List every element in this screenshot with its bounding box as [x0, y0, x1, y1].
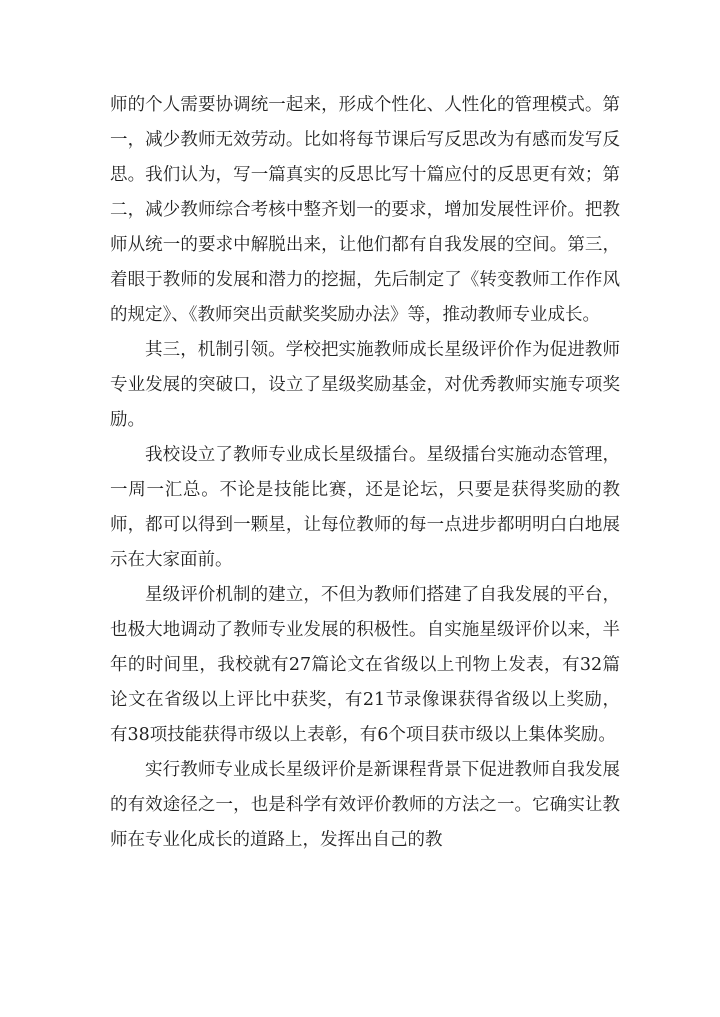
document-body	[110, 88, 620, 858]
paragraph-results: 星级评价机制的建立，不但为教师们搭建了自我发展的平台，也极大地调动了教师专业发展的积极性。自实施星级评价以来，半年的时间里，我校就有27篇论文在省级以上刊物上发表，有32篇论文在省级以上评比中获奖，有21节录像课获得省级以上奖励，有38项技能获得市级以上表彰，有6个项目获市级以上集体奖励。	[110, 585, 620, 745]
paragraph-conclusion: 实行教师专业成长星级评价是新课程背景下促进教师自我发展的有效途径之一，也是科学有效评价教师的方法之一。它确实让教师在专业化成长的道路上，发挥出自己的教	[110, 760, 620, 850]
paragraph-continued: 师的个人需要协调统一起来，形成个性化、人性化的管理模式。第一，减少教师无效劳动。比如将每节课后写反思改为有感而发写反思。我们认为，写一篇真实的反思比写十篇应付的反思更有效；第二，减少教师综合考核中整齐划一的要求，增加发展性评价。把教师从统一的要求中解脱出来，让他们都有自我发展的空间。第三，着眼于教师的发展和潜力的挖掘，先后制定了《转变教师工作作风的规定》、《教师突出贡献奖奖励办法》等，推动教师专业成长。	[110, 95, 620, 325]
paragraph-star-arena: 我校设立了教师专业成长星级擂台。星级擂台实施动态管理，一周一汇总。不论是技能比赛，还是论坛，只要是获得奖励的教师，都可以得到一颗星，让每位教师的每一点进步都明明白白地展示在大家面前。	[110, 445, 620, 570]
paragraph-mechanism: 其三，机制引领。学校把实施教师成长星级评价作为促进教师专业发展的突破口，设立了星级奖励基金，对优秀教师实施专项奖励。	[110, 340, 620, 430]
